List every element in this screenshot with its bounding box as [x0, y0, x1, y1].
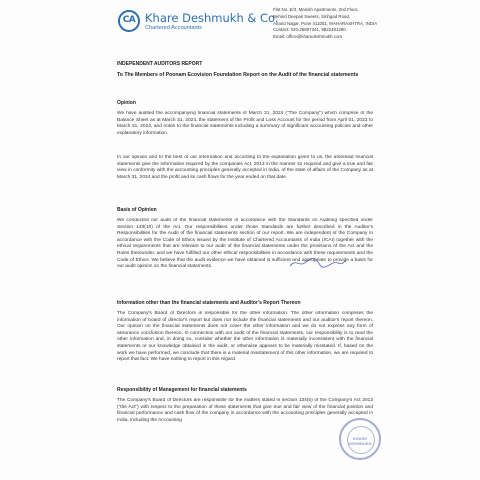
firm-address: [273, 7, 423, 41]
signature-scribble: [288, 256, 348, 270]
report-title: INDEPENDENT AUDITORS REPORT: [117, 61, 203, 67]
firm-logo: [118, 10, 140, 32]
other-information-paragraph: The Company's Board of Directors is responsible for the other information. The other information comprises the information of board of director's report but does not include the financial statements and our auditor's report thereon. Our opinion on the financial statements does not cover the other information and we do not express any form of assurance conclusion thereon. In connection with our audit of the financial statements, our responsibility is to read the other information and, in doing so, consider whether the other information is materially inconsistent with the financial statements or our knowledge obtained in the audit, or otherwise appears to be materially misstated. If, based on the work we have performed, we conclude that there is a material misstatement of this other information, we are required to report that fact. We have nothing to report in this regard.: [117, 311, 373, 363]
firm-name: Khare Deshmukh & Co.: [145, 11, 279, 25]
address-line: Behind Deepak Sweets, Sinhgad Road,: [273, 13, 351, 19]
address-line: Anand Nagar, Pune 411051, MAHARASHTRA, INDIA: [273, 20, 378, 26]
basis-paragraph: We conducted our audit of the financial statements in accordance with the Standards on Auditing specified under Section 143(10) of the Act. Our responsibilities under those Standards are further described in the Auditor's Responsibilities for the Audit of the financial statements section of our report. We are independent of the Company in accordance with the Code of Ethics issued by the Institute of Chartered Accountants of India (ICAI) together with the ethical requirements that are relevant to our audit of the financial statements under the provisions of the Act and the Rules thereunder, and we have fulfilled our other ethical responsibilities in accordance with these requirements and the Code of Ethics. We believe that the audit evidence we have obtained is sufficient and appropriate to provide a basis for our audit opinion on the financial statements.: [117, 218, 373, 270]
logo-text: CA: [122, 15, 136, 25]
stamp-text: KHARE DESHMUKH: [348, 436, 372, 446]
section-heading-management-responsibility: Responsibility of Management for financial statements: [117, 387, 247, 393]
firm-subtitle: Chartered Accountants: [145, 25, 202, 31]
email-line: Email: office@kharedeshmukh.com: [273, 34, 343, 40]
report-addressee: To The Members of Poonam Ecovision Foundation Report on the Audit of the financial statements: [117, 72, 359, 78]
section-heading-other-information: Information other than the financial statements and Auditor's Report Thereon: [117, 300, 301, 306]
section-heading-opinion: Opinion: [117, 100, 136, 106]
address-line: Flat No. E/3, Manish Apartments, 2nd Floor,: [273, 7, 359, 12]
section-heading-basis: Basis of Opinion: [117, 207, 157, 213]
contact-line: Contact: 020-25897341, 9822491280: [273, 27, 346, 33]
opinion-paragraph-2: In our opinion and to the best of our information and according to the explanation given to us, the aforesaid financial statements give the information required by the companies Act, 2013 in the manner so required and give a true and fair view in conformity with the accounting principles generally accepted in India, of the state of affairs of the Company as at March 31, 2024 and the profit and its cash flows for the year ended on that date.: [117, 155, 373, 180]
opinion-paragraph-1: We have audited the accompanying financial statements of March 31, 2024 ("The Company") which comprise of the Balance Sheet as at March 31, 2024, the statement of the Profit and Loss Account for the period from April 01, 2023 to March 31, 2024, and notes to the financial statements including a summary of significant accounting policies and other explanatory information.: [117, 111, 373, 136]
management-responsibility-paragraph: The Company's Board of Directors are responsible for the matters stated in section 134(5) of the Company's Act 2013 ("the Act") with respect to the preparation of these statements that give true and fair view of the financial position and financial performance and cash flow of the company in accordance with the accounting principles generally accepted in India, including the Accounting: [117, 398, 373, 423]
firm-seal-stamp: [339, 418, 381, 460]
